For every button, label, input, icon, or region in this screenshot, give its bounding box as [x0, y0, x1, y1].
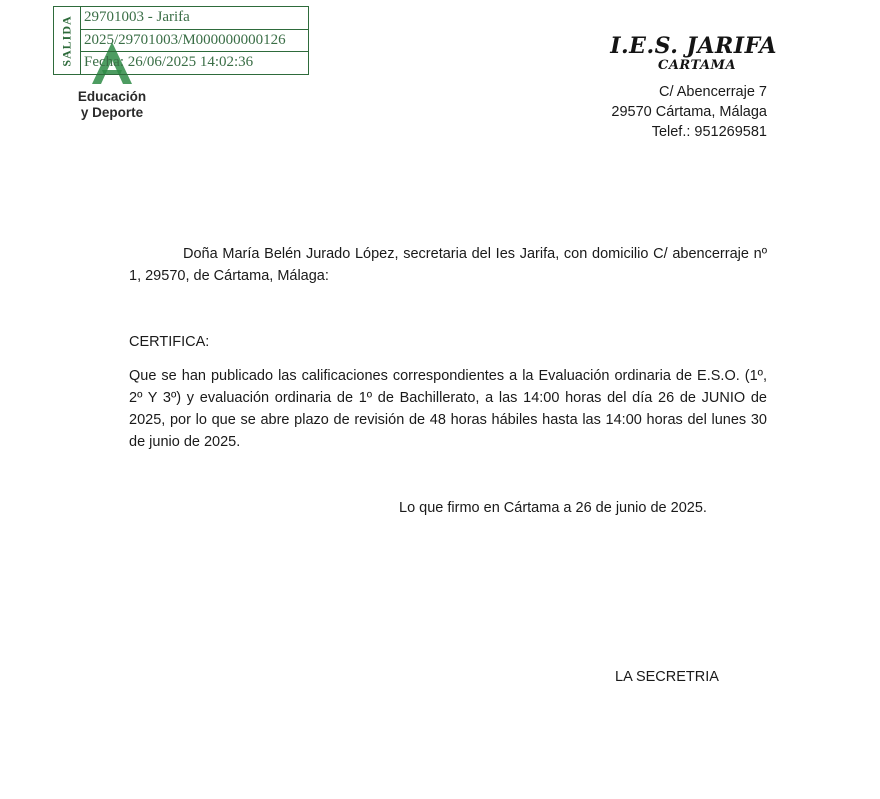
stamp-rows	[81, 7, 308, 74]
registry-stamp	[53, 6, 309, 75]
intro-text: Doña María Belén Jurado López, secretaria del Ies Jarifa, con domicilio C/ abencerraje nº 1, 29570, de Cártama, Málaga:	[129, 246, 767, 284]
intro-paragraph	[129, 243, 767, 287]
certification-text: Que se han publicado las calificaciones correspondientes a la Evaluación ordinaria de E.S.O. (1º, 2º Y 3º) y evaluación ordinaria de 1º de Bachillerato, a las 14:00 horas del día 26 de JUNIO de 2025, por lo que se abre plazo de revisión de 48 horas hábiles hasta las 14:00 horas del lunes 30 de junio de 2025.	[129, 368, 767, 450]
stamp-side-label	[54, 7, 81, 74]
stamp-salida-label: SALIDA	[59, 14, 74, 67]
school-name: I.E.S. JARIFA	[610, 33, 777, 59]
address-phone: Telef.: 951269581	[651, 124, 767, 140]
address-city: 29570 Cártama, Málaga	[611, 104, 767, 120]
stamp-registry-number: 2025/29701003/M000000000126	[81, 30, 308, 53]
signature-place-date: Lo que firmo en Cártama a 26 de junio de 2025.	[399, 500, 707, 516]
stamp-date: Fecha: 26/06/2025 14:02:36	[84, 54, 254, 71]
certification-paragraph	[129, 365, 767, 453]
school-town: CARTAMA	[658, 58, 737, 73]
address-street: C/ Abencerraje 7	[658, 84, 767, 100]
signer-title: LA SECRETRIA	[615, 669, 719, 685]
school-address	[611, 82, 767, 142]
logo-caption	[72, 89, 152, 121]
stamp-center-code: 29701003 - Jarifa	[81, 7, 308, 30]
logo-line-2: y Deporte	[80, 105, 144, 120]
certifica-heading: CERTIFICA:	[129, 334, 210, 350]
logo-line-1: Educación	[77, 89, 147, 104]
